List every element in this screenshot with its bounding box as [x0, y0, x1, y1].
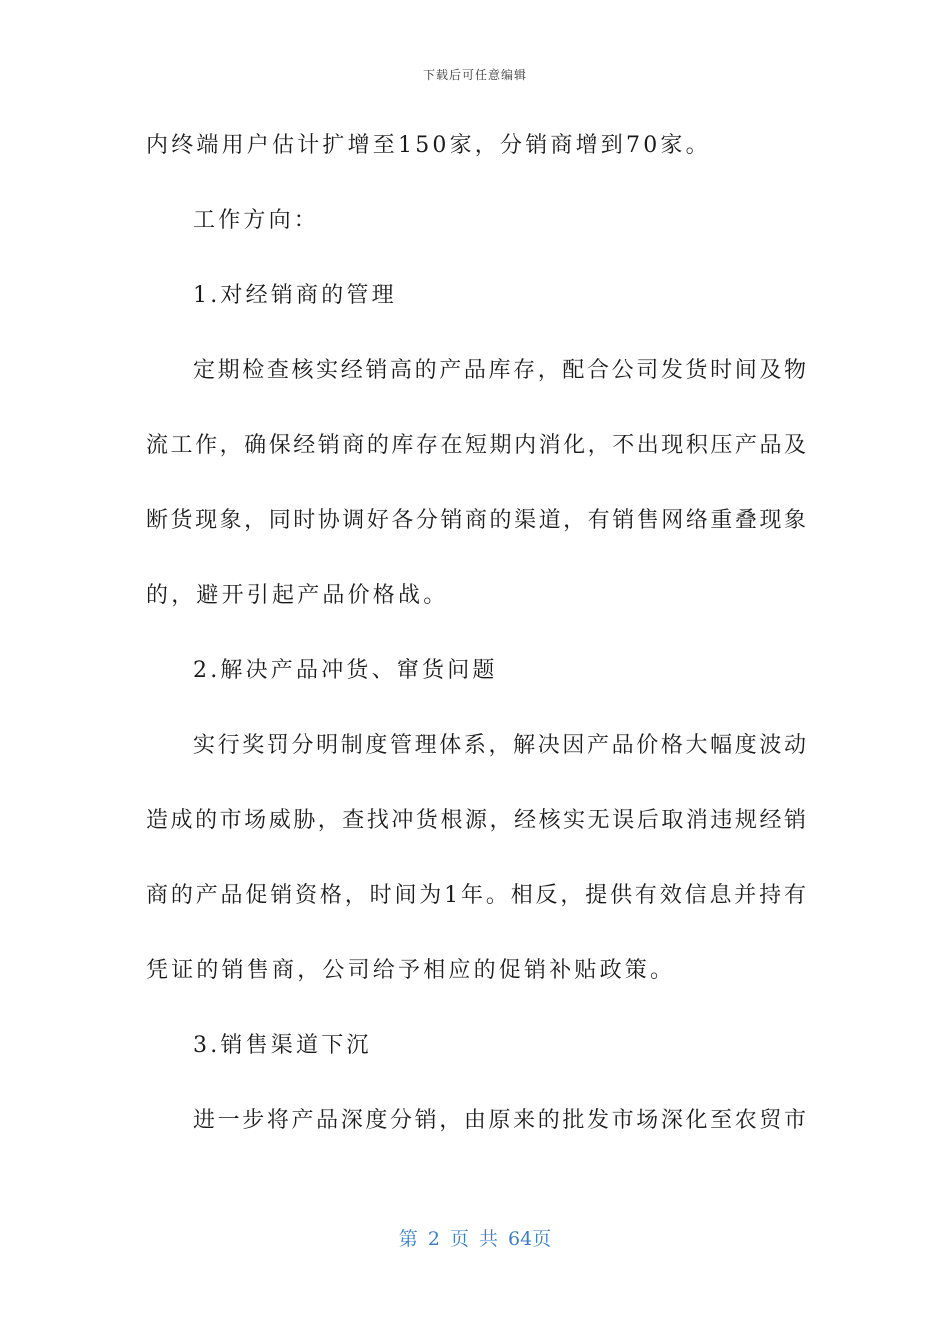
paragraph-line: 内终端用户估计扩增至150家，分销商增到70家。: [146, 133, 711, 158]
section-heading: 工作方向：: [193, 208, 320, 233]
paragraph-line: 进一步将产品深度分销，由原来的批发市场深化至农贸市: [193, 1108, 806, 1133]
header-note: 下载后可任意编辑: [422, 68, 527, 82]
section-heading: 2.解决产品冲货、窜货问题: [193, 658, 498, 683]
section-heading: 3.销售渠道下沉: [193, 1033, 372, 1058]
paragraph-line: 的，避开引起产品价格战。: [146, 583, 449, 608]
document-body: [146, 124, 806, 1174]
paragraph-line: 断货现象，同时协调好各分销商的渠道，有销售网络重叠现象: [146, 508, 806, 533]
paragraph-line: 实行奖罚分明制度管理体系，解决因产品价格大幅度波动: [193, 733, 806, 758]
page-number: 第 2 页 共 64页: [398, 1228, 552, 1250]
paragraph-line: 流工作，确保经销商的库存在短期内消化，不出现积压产品及: [146, 433, 806, 458]
paragraph-line: 凭证的销售商，公司给予相应的促销补贴政策。: [146, 958, 676, 983]
paragraph-line: 定期检查核实经销高的产品库存，配合公司发货时间及物: [193, 358, 806, 383]
paragraph-line: 造成的市场威胁，查找冲货根源，经核实无误后取消违规经销: [146, 808, 806, 833]
section-heading: 1.对经销商的管理: [193, 283, 397, 308]
paragraph-line: 商的产品促销资格，时间为1年。相反，提供有效信息并持有: [146, 883, 806, 908]
